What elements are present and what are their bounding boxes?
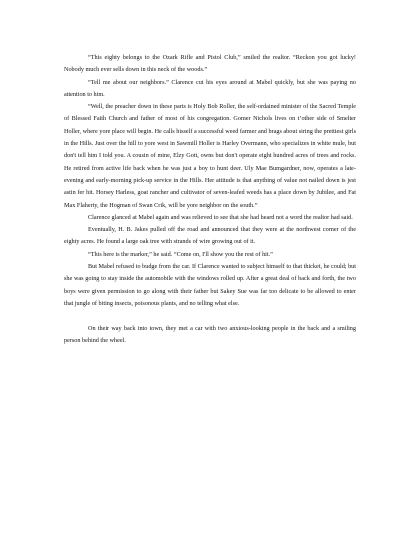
paragraph-way-back: On their way back into town, they met a car with two anxious-looking people in the back and a smiling person behind the wheel. — [64, 324, 356, 344]
paragraph-realtor-intro: “This eighty belongs to the Ozark Rifle and Pistol Club,” smiled the realtor. “Reckon you got lucky! Nobody much ever sells down in this neck of the woods.” — [64, 54, 356, 74]
paragraph-mabel-refuses: But Mabel refused to budge from the car. If Clarence wanted to subject himself to that thicket, he could; but she was going to stay inside the automobile with the windows rolled up. After a great deal of back and forth, the two boys were given permission to go along with their father but Sakey Sue was far too delicate to be allowed to enter that jungle of biting insects, poisonous plants, and no telling what else. — [64, 263, 356, 307]
paragraph-gap — [64, 310, 356, 322]
paragraph-marker: “This here is the marker,” he said. “Come on, I'll show you the rest of hit.” — [88, 250, 273, 258]
document-body — [64, 52, 356, 347]
paragraph-northwest-corner: Eventually, H. B. Jakes pulled off the road and announced that they were at the northwest corner of the eighty acres. He found a large oak tree with strands of wire growing out of it. — [64, 226, 356, 246]
paragraph-neighbors-question: “Tell me about our neighbors.” Clarence cut his eyes around at Mabel quickly, but she was paying no attention to him. — [64, 78, 356, 98]
paragraph-clarence-glance: Clarence glanced at Mabel again and was relieved to see that she had heard not a word the realtor had said. — [88, 213, 353, 221]
paragraph-neighbors-description: “Well, the preacher down in these parts is Holy Bob Roller, the self-ordained minister of the Sacred Temple of Blessed Faith Church and father of most of his congregation. Gomer Nichols lives on t’other side of Smelter Holler, where yore place will begin. He calls hisself a successful weed farmer and brags about siring the prettiest girls in the Hills. Just over the hill to yore west in Sawmill Holler is Harley Overmann, who specializes in white mule, but don't tell him I told you. A cousin of mine, Elzy Gott, owns but don't operate eight hundred acres of trees and rocks. He retired from active life back when he was just a boy to hunt deer. Uly Mae Bumgardner, now, operates a late-evening and early-morning pick-up service in the Hills. Her attitude is that anything of value not nailed down is jest astin fer hit. Horsey Harless, goat rancher and cultivator of seven-leafed weeds has a place down by Jubilee, and Fat Max Flaherty, the Hogman of Swan Crik, will be yore neighbor on the south.” — [64, 103, 356, 209]
